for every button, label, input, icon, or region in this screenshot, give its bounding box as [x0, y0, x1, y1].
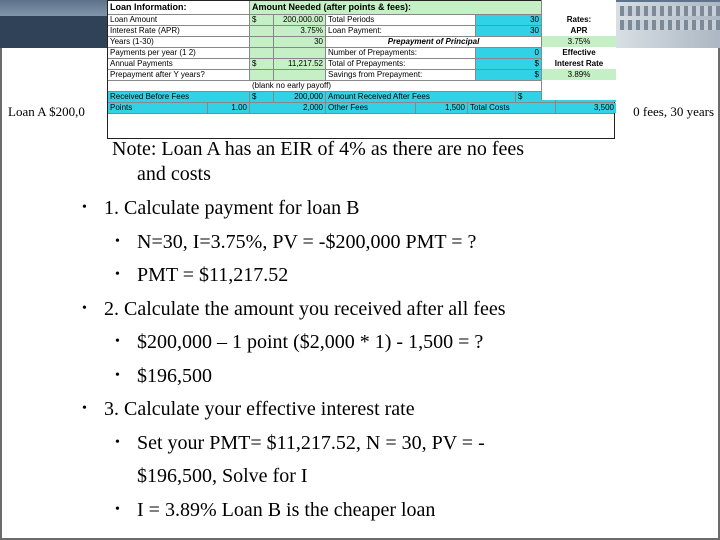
- bullet-dot: •: [82, 401, 87, 416]
- bullet-dot: •: [115, 434, 120, 450]
- row-currency: [250, 70, 274, 80]
- row-value: [274, 70, 326, 80]
- row-label-2: Loan Payment:: [326, 26, 476, 36]
- row-label-2: Total Periods: [326, 15, 476, 25]
- row-label-2: Savings from Prepayment:: [326, 70, 476, 80]
- bullet-dot: •: [115, 233, 120, 249]
- note-line-1: Note: Loan A has an EIR of 4% as there are no fees: [112, 138, 525, 160]
- row-label: Interest Rate (APR): [108, 26, 250, 36]
- row-currency: [250, 48, 274, 58]
- sheet-title: Loan Information:: [108, 1, 250, 14]
- bullet-item: $196,500, Solve for I: [137, 465, 308, 487]
- row-value: [274, 48, 326, 58]
- sheet-row: [108, 70, 614, 81]
- bullet-item: $200,000 – 1 point ($2,000 * 1) - 1,500 = ?: [137, 331, 484, 353]
- note-line-2: and costs: [137, 163, 211, 185]
- bullet-item: I = 3.89% Loan B is the cheaper loan: [137, 498, 436, 521]
- row-label: Loan Amount: [108, 15, 250, 25]
- sheet-row: [108, 59, 614, 70]
- bullet-item: PMT = $11,217.52: [137, 264, 289, 286]
- sheet-row: [108, 15, 614, 26]
- sheet-row: [108, 37, 614, 48]
- received-before-value: 200,000: [274, 92, 326, 102]
- bullet-dot: •: [115, 367, 120, 383]
- row-value-2: 30: [476, 26, 542, 36]
- interest-rate-label: Interest Rate: [554, 59, 604, 68]
- bullet-item: 2. Calculate the amount you received after all fees: [104, 297, 506, 320]
- bullet-dot: •: [82, 200, 87, 215]
- row-value-2: $: [476, 59, 542, 69]
- bullet-dot: •: [82, 300, 87, 316]
- row-value-2: 30: [476, 15, 542, 25]
- row-value: 30: [274, 37, 326, 47]
- rates-panel: [541, 0, 616, 100]
- other-fees-value: 1,500: [416, 103, 468, 113]
- rates-label: Rates:: [566, 15, 592, 24]
- points-value: 1.00: [208, 103, 250, 113]
- effective-value: 3.89%: [542, 69, 616, 80]
- sheet-row: [108, 48, 614, 59]
- row-label-2: Total of Prepayments:: [326, 59, 476, 69]
- bullet-item: N=30, I=3.75%, PV = -$200,000 PMT = ?: [137, 230, 477, 253]
- loan-a-line: Loan A $200,0: [8, 104, 85, 119]
- bullet-item: Set your PMT= $11,217.52, N = 30, PV = -: [137, 431, 485, 454]
- loan-a-line-end: 0 fees, 30 years: [633, 104, 714, 119]
- received-after-label: Amount Received After Fees: [326, 92, 516, 102]
- apr-value: 3.75%: [542, 36, 616, 47]
- bullet-item: 1. Calculate payment for loan B: [104, 197, 360, 219]
- points-label: Points: [108, 103, 208, 113]
- row-currency: $: [250, 15, 274, 25]
- sheet-row: [108, 26, 614, 37]
- total-costs-label: Total Costs: [468, 103, 556, 113]
- bullet-item: 3. Calculate your effective interest rate: [104, 398, 415, 420]
- row-value-2: $: [476, 70, 542, 80]
- received-before-label: Received Before Fees: [108, 92, 250, 102]
- row-label: Payments per year (1 2): [108, 48, 250, 58]
- row-currency: [250, 37, 274, 47]
- row-currency: $: [250, 59, 274, 69]
- bullet-dot: •: [115, 334, 120, 349]
- needed-label: Amount Needed (after points & fees):: [250, 1, 544, 14]
- bullet-dot: •: [115, 501, 120, 517]
- row-label: Years (1-30): [108, 37, 250, 47]
- loan-spreadsheet: Loan Information: Amount Needed (after points & fees): Loan Amount $ 200,000.00 Total Periods 30 Interest Rate (APR) 3.75% Loan Payment: 30 Years (1-30) 30 Prepayment of Principal Payments per year (1 2) Number of Prepayments: 0 Annual Payments $ 11,217.52 Total of Prepayments: $ Prepayment after Y years? Savings from Prepayment: $ (blank no early payoff) Received Before Fees $ 200,000 Amount Received After Fees $ Points 1.00 2,000 Other Fees 1,500 Total Costs 3,500: [107, 0, 615, 139]
- row-label-2: Number of Prepayments:: [326, 48, 476, 58]
- apr-label: APR: [570, 26, 588, 35]
- blank-note: (blank no early payoff): [250, 81, 542, 91]
- bullet-dot: •: [115, 267, 120, 282]
- total-costs-value: 3,500: [556, 103, 616, 113]
- row-currency: [250, 26, 274, 36]
- effective-label: Effective: [562, 48, 596, 57]
- row-value: 3.75%: [274, 26, 326, 36]
- prepayment-header: Prepayment of Principal: [326, 37, 542, 47]
- row-label: Prepayment after Y years?: [108, 70, 250, 80]
- row-label: Annual Payments: [108, 59, 250, 69]
- row-value: 200,000.00: [274, 15, 326, 25]
- row-value: 11,217.52: [274, 59, 326, 69]
- row-value-2: 0: [476, 48, 542, 58]
- bullet-item: $196,500: [137, 364, 212, 387]
- points-cost: 2,000: [250, 103, 326, 113]
- other-fees-label: Other Fees: [326, 103, 416, 113]
